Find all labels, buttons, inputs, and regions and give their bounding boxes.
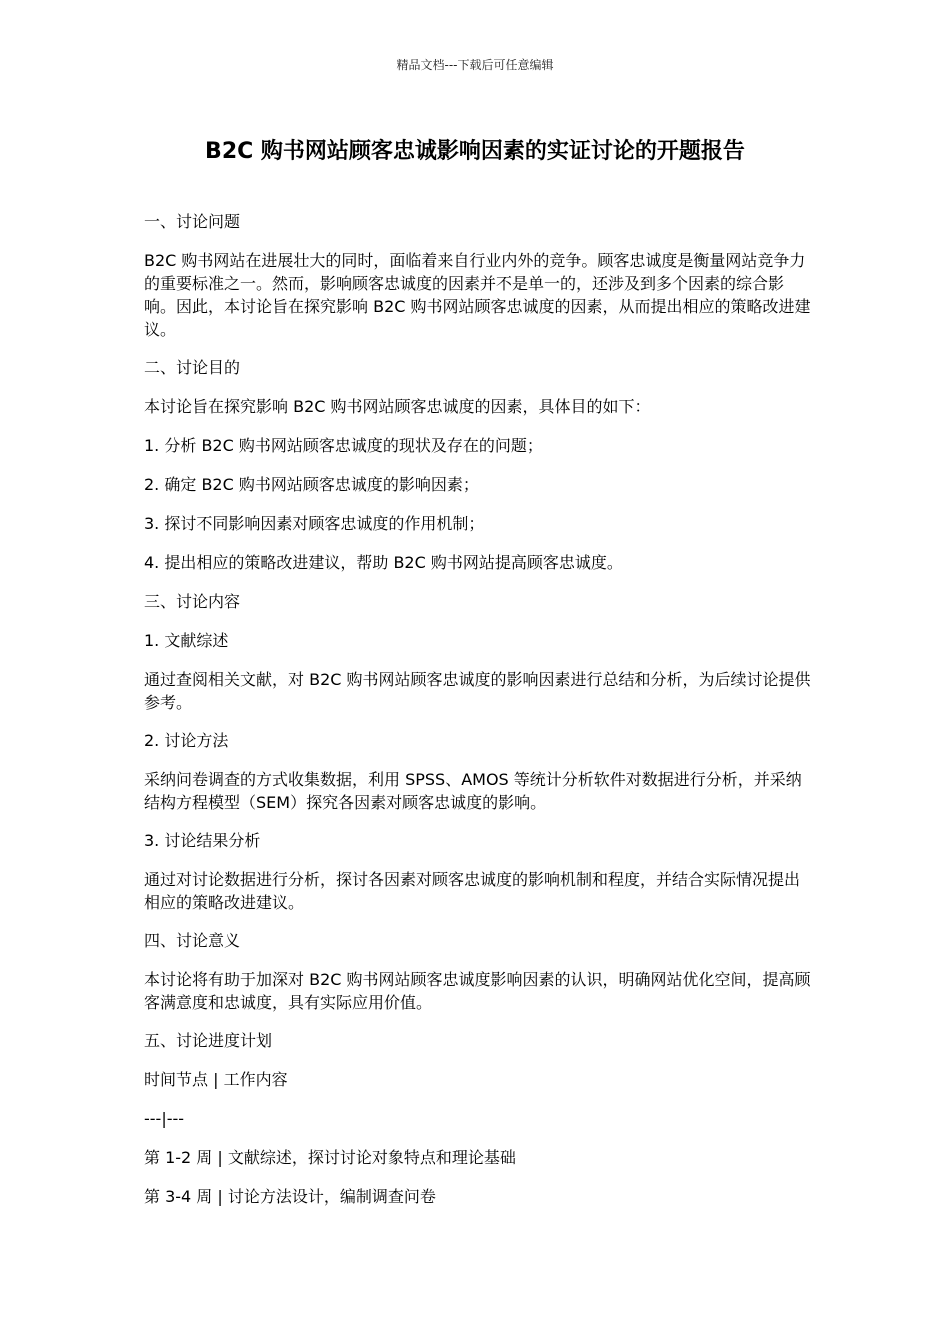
subheading-results-analysis: 3. 讨论结果分析: [144, 831, 261, 850]
purpose-item-3: 3. 探讨不同影响因素对顾客忠诚度的作用机制；: [144, 514, 485, 533]
purpose-item-1: 1. 分析 B2C 购书网站顾客忠诚度的现状及存在的问题；: [144, 436, 543, 455]
schedule-row-2: 第 3-4 周 | 讨论方法设计，编制调查问卷: [144, 1187, 436, 1206]
method-paragraph: 采纳问卷调查的方式收集数据，利用 SPSS、AMOS 等统计分析软件对数据进行分析，并采纳结构方程模型（SEM）探究各因素对顾客忠诚度的影响。: [144, 770, 802, 812]
purpose-item-4: 4. 提出相应的策略改进建议，帮助 B2C 购书网站提高顾客忠诚度。: [144, 553, 623, 572]
section-heading-schedule: 五、讨论进度计划: [144, 1031, 273, 1050]
subheading-literature-review: 1. 文献综述: [144, 631, 229, 650]
purpose-intro: 本讨论旨在探究影响 B2C 购书网站顾客忠诚度的因素，具体目的如下：: [144, 397, 651, 416]
purpose-item-2: 2. 确定 B2C 购书网站顾客忠诚度的影响因素；: [144, 475, 479, 494]
page-header: 精品文档---下载后可任意编辑: [396, 58, 554, 72]
document-body: [144, 210, 814, 1224]
section-heading-significance: 四、讨论意义: [144, 931, 241, 950]
section-heading-content: 三、讨论内容: [144, 592, 241, 611]
document-title: B2C 购书网站顾客忠诚影响因素的实证讨论的开题报告: [205, 139, 745, 164]
schedule-row-1: 第 1-2 周 | 文献综述，探讨讨论对象特点和理论基础: [144, 1148, 516, 1167]
section-heading-problem: 一、讨论问题: [144, 212, 241, 231]
section-heading-purpose: 二、讨论目的: [144, 358, 241, 377]
literature-review-paragraph: 通过查阅相关文献，对 B2C 购书网站顾客忠诚度的影响因素进行总结和分析，为后续讨论提供参考。: [144, 670, 811, 712]
schedule-table-header: 时间节点 | 工作内容: [144, 1070, 288, 1089]
subheading-method: 2. 讨论方法: [144, 731, 229, 750]
significance-paragraph: 本讨论将有助于加深对 B2C 购书网站顾客忠诚度影响因素的认识，明确网站优化空间，提高顾客满意度和忠诚度，具有实际应用价值。: [144, 970, 811, 1012]
schedule-table-separator: ---|---: [144, 1109, 185, 1128]
problem-paragraph: B2C 购书网站在进展壮大的同时，面临着来自行业内外的竞争。顾客忠诚度是衡量网站竞争力的重要标准之一。然而，影响顾客忠诚度的因素并不是单一的，还涉及到多个因素的综合影响。因此，本讨论旨在探究影响 B2C 购书网站顾客忠诚度的因素，从而提出相应的策略改进建议。: [144, 251, 811, 339]
results-analysis-paragraph: 通过对讨论数据进行分析，探讨各因素对顾客忠诚度的影响机制和程度，并结合实际情况提出相应的策略改进建议。: [144, 870, 801, 912]
